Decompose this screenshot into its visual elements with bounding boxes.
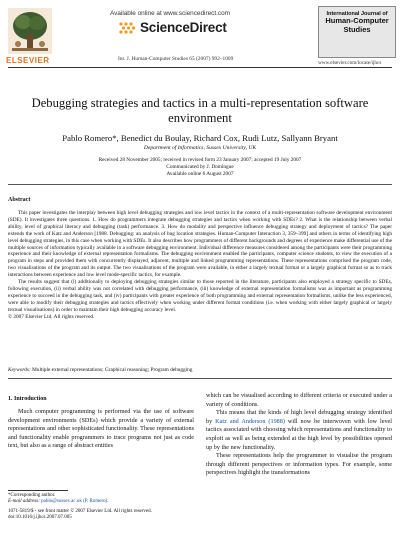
keywords-label: Keywords: bbox=[8, 367, 31, 373]
section-heading-introduction: 1. Introduction bbox=[8, 396, 47, 402]
keywords-line bbox=[8, 367, 192, 373]
body-column-left bbox=[8, 408, 194, 451]
journal-url-link[interactable]: www.elsevier.com/locate/ijhcs bbox=[318, 60, 382, 66]
abstract-heading: Abstract bbox=[8, 197, 31, 203]
intro-p2-end: will now be interwoven with low level tactics associated with choosing which representations and functionality to exploit as well as being extended at the high level by possibilities opened up by the new functionality. bbox=[206, 417, 393, 451]
sciencedirect-dots-icon bbox=[118, 21, 136, 35]
intro-paragraph-2 bbox=[206, 409, 392, 452]
intro-paragraph-3: These representations help the programmer to visualise the program through different perspectives or information types. For example, some perspectives highlight the transformations bbox=[206, 452, 392, 477]
intro-p2-start: This means that the kinds of high level debugging strategy identified by bbox=[206, 409, 392, 425]
journal-cover bbox=[318, 6, 396, 58]
communicated-line: Communicated by J. Domingue bbox=[166, 164, 234, 171]
sciencedirect-logo bbox=[118, 20, 227, 35]
email-label: E-mail address: bbox=[8, 499, 40, 505]
cover-line-3: Studies bbox=[343, 24, 371, 34]
paper-title: Debugging strategies and tactics in a multi-representation software environment bbox=[31, 96, 369, 125]
footnote-divider bbox=[8, 490, 68, 491]
cover-line-2: Human-Computer bbox=[325, 16, 389, 25]
doi-link[interactable]: doi:10.1016/j.ijhcs.2007.07.005 bbox=[8, 515, 72, 521]
sciencedirect-wordmark: ScienceDirect bbox=[140, 20, 227, 35]
issn-line: 1071-5819/$ - see front matter © 2007 Elsevier Ltd. All rights reserved. bbox=[8, 508, 152, 514]
intro-paragraph-1: Much computer programming is performed via the use of software development environments (SDEs) which provide a variety of external representations and other sophisticated functionality. These representations and functionality enable programmers to trace programs not just as code text, but also as a range of abstract entities bbox=[8, 408, 194, 450]
email-note bbox=[8, 499, 198, 505]
publication-dates bbox=[20, 157, 380, 179]
availability-line[interactable]: Available online at www.sciencedirect.com bbox=[110, 10, 230, 17]
keywords-list: Multiple external representations; Graphical reasoning; Program debugging bbox=[32, 367, 193, 373]
abstract-divider-bottom bbox=[8, 378, 392, 379]
citation-link-katz-anderson[interactable]: Katz and Anderson (1988) bbox=[215, 417, 285, 425]
cover-line-1: International Journal of bbox=[326, 11, 388, 17]
elsevier-tree-logo-icon bbox=[8, 8, 52, 54]
corresponding-author-note: *Corresponding author. bbox=[8, 493, 56, 498]
abstract-copyright: © 2007 Elsevier Ltd. All rights reserved. bbox=[8, 313, 95, 320]
footnotes bbox=[8, 493, 198, 522]
publisher-logo-text: ELSEVIER bbox=[6, 56, 50, 65]
abstract-body bbox=[8, 210, 392, 321]
abstract-divider-top bbox=[8, 184, 392, 185]
body-column-right bbox=[206, 392, 392, 478]
abstract-paragraph-1: This paper investigates the interplay between high level debugging strategies and low level tactics in the context of a multi-representation software development environment (SDE). It investigates three questions. 1. How do programmers integrate debugging strategies and tactics when working with SDEs? 2. What is the relationship between verbal ability, level of graphical literacy and debugging (task) performance. 3. How do modality and perspective influence debugging strategy and deployment of tactics? The paper extends the work of Katz and Anderson [1988. Debugging: an analysis of bug location strategies. Human-Computer Interaction 3, 359–399] and others in terms of identifying high level debugging strategies, in this case when working with SDEs. It also describes how programmers of different backgrounds and degrees of experience make differential use of the multiple sources of information typically available in a software debugging environment. Individual difference measures considered among the participants were their programming experience and their knowledge of external representation formalisms. The debugging environment enabled the participants, computer science students, to view the execution of a program in steps and provided them with concurrently displayed, adjacent, multiple and linked programming representations. These representations comprised the program code, two visualisations of the program and its output. The two visualisations of the program were available, in either a largely textual format or a largely graphical format so as to track interactions between experience and low level mode-specific tactics, for example. bbox=[8, 210, 392, 279]
affiliation: Department of Informatics, Sussex University, UK bbox=[143, 145, 257, 151]
email-link[interactable]: pablo@sussex.ac.uk (P. Romero). bbox=[41, 499, 109, 505]
abstract-paragraph-2: The results suggest that (i) additionally to deploying debugging strategies similar to those reported in the literature, participants also employed a strategy specific to SDEs, following execution, (ii) verbal ability was not correlated with debugging performance, (iii) knowledge of external representation formalisms was as important as programming experience to succeed in the debugging task, and (iv) participants with greater experience of both programming and external representation formalisms, unlike the less experienced, were able to modify their debugging strategies and tactics effectively when working under different format conditions (i.e. when working with either largely graphical or largely textual visualisations) in order to maintain their high debugging accuracy level. bbox=[8, 279, 392, 313]
header-divider bbox=[8, 67, 392, 68]
journal-reference: Int. J. Human-Computer Studies 65 (2007) 992–1009 bbox=[118, 56, 234, 62]
paper-authors: Pablo Romero*, Benedict du Boulay, Richard Cox, Rudi Lutz, Sallyann Bryant bbox=[62, 133, 338, 143]
online-line: Available online 6 August 2007 bbox=[166, 171, 234, 178]
received-line: Received 28 November 2005; received in revised form 23 January 2007; accepted 19 July 2007 bbox=[98, 157, 302, 163]
intro-paragraph-continued: which can be visualised according to different criteria or executed under a variety of conditions. bbox=[206, 392, 392, 408]
